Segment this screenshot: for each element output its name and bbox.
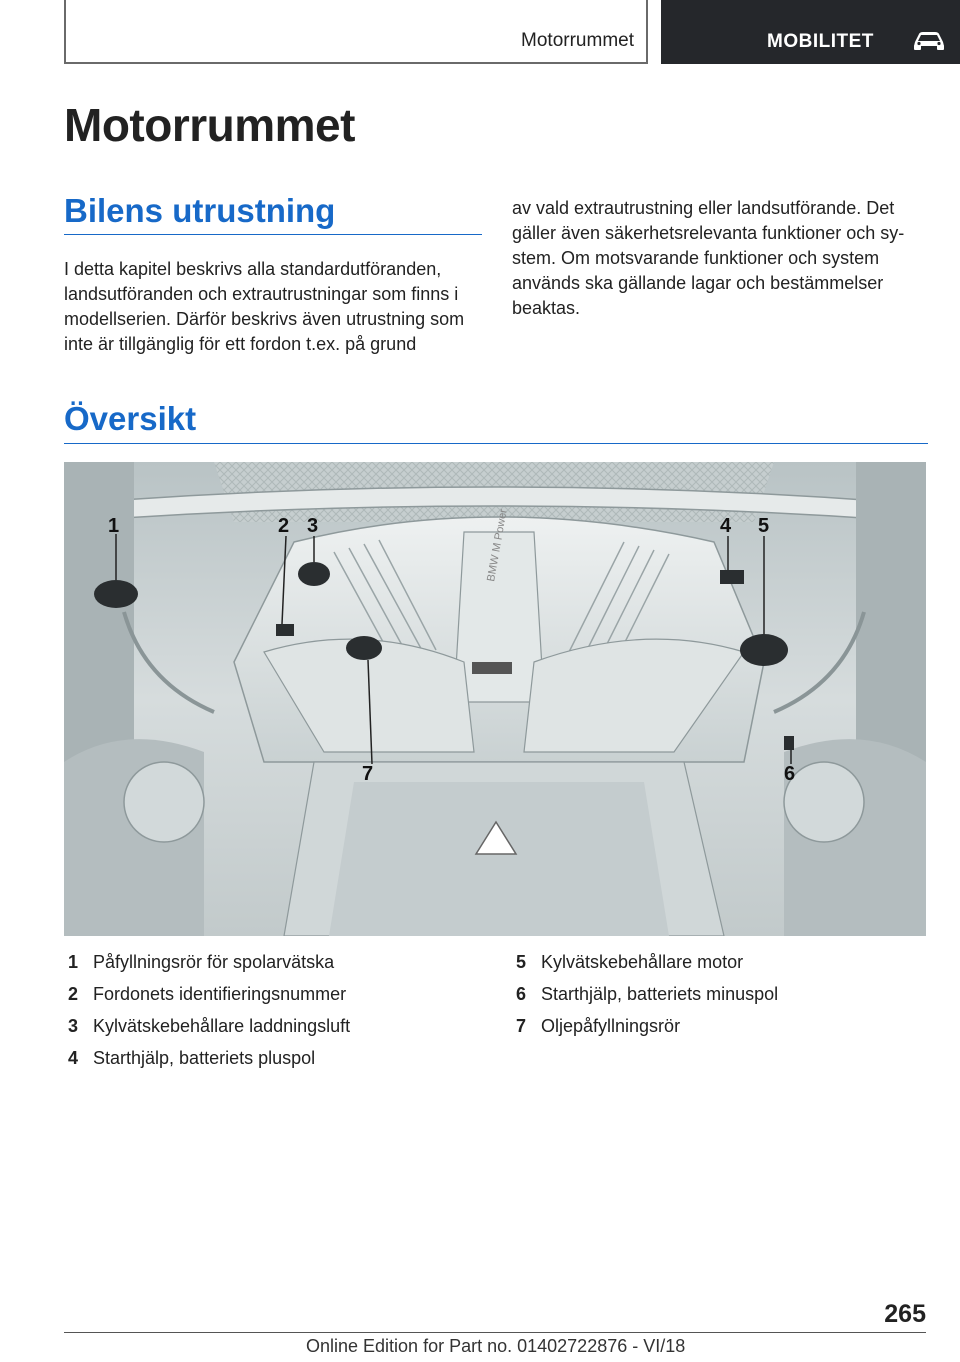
- legend-number: 3: [67, 1016, 78, 1036]
- legend-right: [512, 952, 932, 1048]
- legend-text: Starthjälp, batteriets pluspol: [93, 1048, 316, 1068]
- callout-5: 5: [758, 515, 770, 537]
- section-rule: [64, 443, 928, 444]
- legend-text: Kylvätskebehållare laddningsluft: [93, 1016, 351, 1036]
- legend-number: 2: [67, 984, 78, 1004]
- legend-text: Fordonets identifieringsnummer: [93, 984, 347, 1004]
- section-tab-label: MOBILITET: [767, 31, 874, 52]
- footer-rule: [64, 1332, 926, 1333]
- legend-text: Starthjälp, batteriets minuspol: [541, 984, 779, 1004]
- callout-2: 2: [278, 515, 290, 537]
- section-title-equipment: Bilens utrustning: [64, 192, 336, 229]
- section-tab[interactable]: [661, 0, 960, 64]
- legend-left: [64, 952, 484, 1080]
- engine-badge-text: BMW M Power: [485, 508, 510, 583]
- callout-4: 4: [720, 515, 732, 537]
- legend-item: [64, 1048, 484, 1080]
- legend-item: [64, 1016, 484, 1048]
- legend-item: [512, 984, 932, 1016]
- legend-item: [64, 952, 484, 984]
- callout-1: 1: [108, 515, 120, 537]
- legend-number: 5: [515, 952, 526, 972]
- section-title-overview: Översikt: [64, 400, 197, 437]
- page-title: Motorrummet: [64, 99, 355, 151]
- section-rule: [64, 234, 482, 235]
- legend-number: 7: [515, 1016, 526, 1036]
- legend-item: [64, 984, 484, 1016]
- callout-6: 6: [784, 763, 796, 785]
- engine-bay-illustration: [64, 462, 926, 936]
- legend-text: Påfyllningsrör för spolarvätska: [93, 952, 335, 972]
- chapter-tab-label: Motorrummet: [521, 30, 634, 51]
- chapter-tab: [64, 0, 648, 64]
- page-number: 265: [884, 1300, 926, 1328]
- callout-3: 3: [307, 515, 319, 537]
- car-icon: [911, 28, 947, 52]
- legend-text: Kylvätskebehållare motor: [541, 952, 744, 972]
- legend-item: [512, 1016, 932, 1048]
- legend-number: 1: [67, 952, 78, 972]
- legend-number: 4: [67, 1048, 78, 1068]
- body-text-right: av vald extrautrustning eller landsutförande. Det gäller även säkerhetsrelevanta funktioner och system. Om motsvarande funktioner och system används ska gällande lagar och bestämmelser beaktas.: [512, 198, 905, 318]
- legend-number: 6: [515, 984, 526, 1004]
- callout-7: 7: [362, 763, 374, 785]
- legend-item: [512, 952, 932, 984]
- footer-edition: Online Edition for Part no. 01402722876 - VI/18: [306, 1336, 686, 1356]
- legend-text: Oljepåfyllningsrör: [541, 1016, 681, 1036]
- body-text-left: I detta kapitel beskrivs alla standardutföranden, landsutföranden och extrautrustningar som finns i modellserien. Därför beskrivs även utrustning som inte är tillgänglig för ett fordon t.ex. på grund: [64, 259, 465, 354]
